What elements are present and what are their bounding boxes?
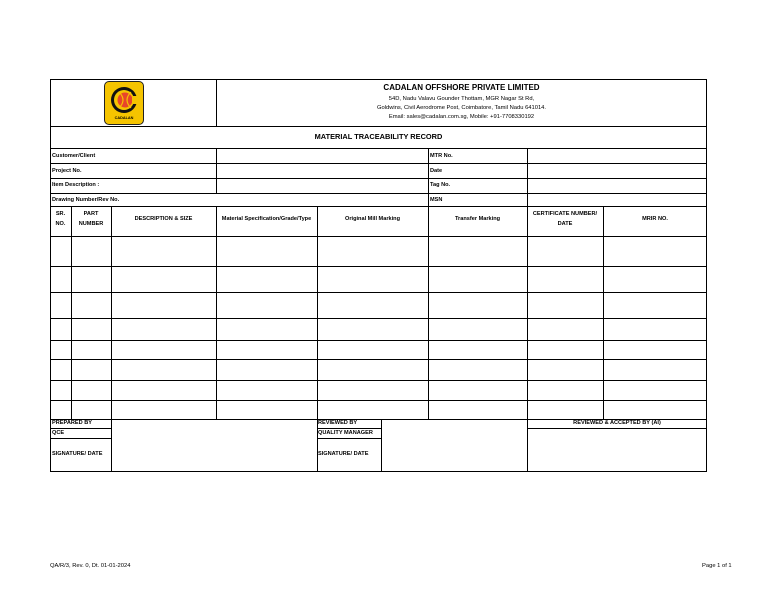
date-label: Date (430, 168, 443, 174)
item-label: Item Description : (52, 182, 100, 188)
table-row-line (50, 318, 707, 319)
rule (527, 428, 707, 429)
table-row-line (50, 359, 707, 360)
company-address-1: 54D, Nadu Valavu Gounder Thottam, MGR Nagar St Rd, (388, 96, 535, 102)
doc-reference: QA/R/3, Rev. 0, Dt. 01-01-2024 (50, 563, 131, 569)
rule (317, 428, 381, 429)
drawing-label: Drawing Number/Rev No. (52, 197, 120, 203)
company-address-2: Goldwins, Civil Aerodrome Post, Coimbatore, Tamil Nadu 641014. (376, 105, 547, 111)
logo-text: CADALAN (114, 116, 134, 120)
tag-label: Tag No. (430, 182, 451, 188)
table-col-line (216, 206, 217, 419)
table-row-line (50, 292, 707, 293)
rule (50, 163, 707, 164)
table-col-line (603, 206, 604, 419)
col-cert-line2: DATE (557, 221, 573, 227)
rule (50, 126, 707, 127)
table-col-line (527, 206, 528, 419)
col-material: Material Specification/Grade/Type (221, 216, 312, 222)
info-divider (527, 148, 528, 206)
form-title: MATERIAL TRACEABILITY RECORD (314, 132, 443, 141)
col-part-line2: NUMBER (78, 221, 104, 227)
table-col-line (111, 206, 112, 419)
rule (50, 428, 111, 429)
col-sr-line1: SR. (55, 211, 66, 217)
signoff-divider (317, 419, 318, 472)
signoff-divider (111, 419, 112, 472)
col-description: DESCRIPTION & SIZE (134, 216, 193, 222)
table-col-line (428, 206, 429, 419)
msn-label: MSN (430, 197, 443, 203)
rule (50, 178, 707, 179)
rule (317, 438, 381, 439)
col-part-line1: PART (83, 211, 99, 217)
rule (50, 193, 707, 194)
table-row-line (50, 266, 707, 267)
quality-manager-label: QUALITY MANAGER (318, 430, 373, 436)
table-col-line (317, 206, 318, 419)
info-divider (428, 148, 429, 206)
table-row-line (50, 340, 707, 341)
table-col-line (71, 206, 72, 419)
col-sr-line2: NO. (55, 221, 66, 227)
reviewed-accepted-label: REVIEWED & ACCEPTED BY (AI) (573, 420, 661, 426)
customer-label: Customer/Client (52, 153, 96, 159)
company-contact: Email: sales@cadalan.com.sg, Mobile: +91-7708330192 (388, 114, 535, 120)
page-number: Page 1 of 1 (702, 563, 732, 569)
signoff-divider (381, 419, 382, 472)
rule (50, 206, 707, 207)
col-mrir: MRIR NO. (642, 216, 668, 222)
company-logo (104, 81, 144, 125)
col-cert-line1: CERTIFICATE NUMBER/ (532, 211, 598, 217)
signature-date-mid: SIGNATURE/ DATE (318, 451, 369, 457)
project-label: Project No. (52, 168, 82, 174)
rule (50, 148, 707, 149)
info-divider (216, 148, 217, 193)
col-mill: Original Mill Marking (344, 216, 400, 222)
prepared-by-label: PREPARED BY (52, 420, 92, 426)
signature-date-left: SIGNATURE/ DATE (52, 451, 103, 457)
rule (50, 438, 111, 439)
col-transfer: Transfer Marking (454, 216, 501, 222)
rule (50, 236, 707, 237)
table-row-line (50, 380, 707, 381)
signoff-divider (527, 419, 528, 472)
reviewed-by-label: REVIEWED BY (318, 420, 358, 426)
mtr-label: MTR No. (430, 153, 453, 159)
qce-label: QCE (52, 430, 65, 436)
company-name: CADALAN OFFSHORE PRIVATE LIMITED (383, 83, 540, 92)
table-row-line (50, 400, 707, 401)
